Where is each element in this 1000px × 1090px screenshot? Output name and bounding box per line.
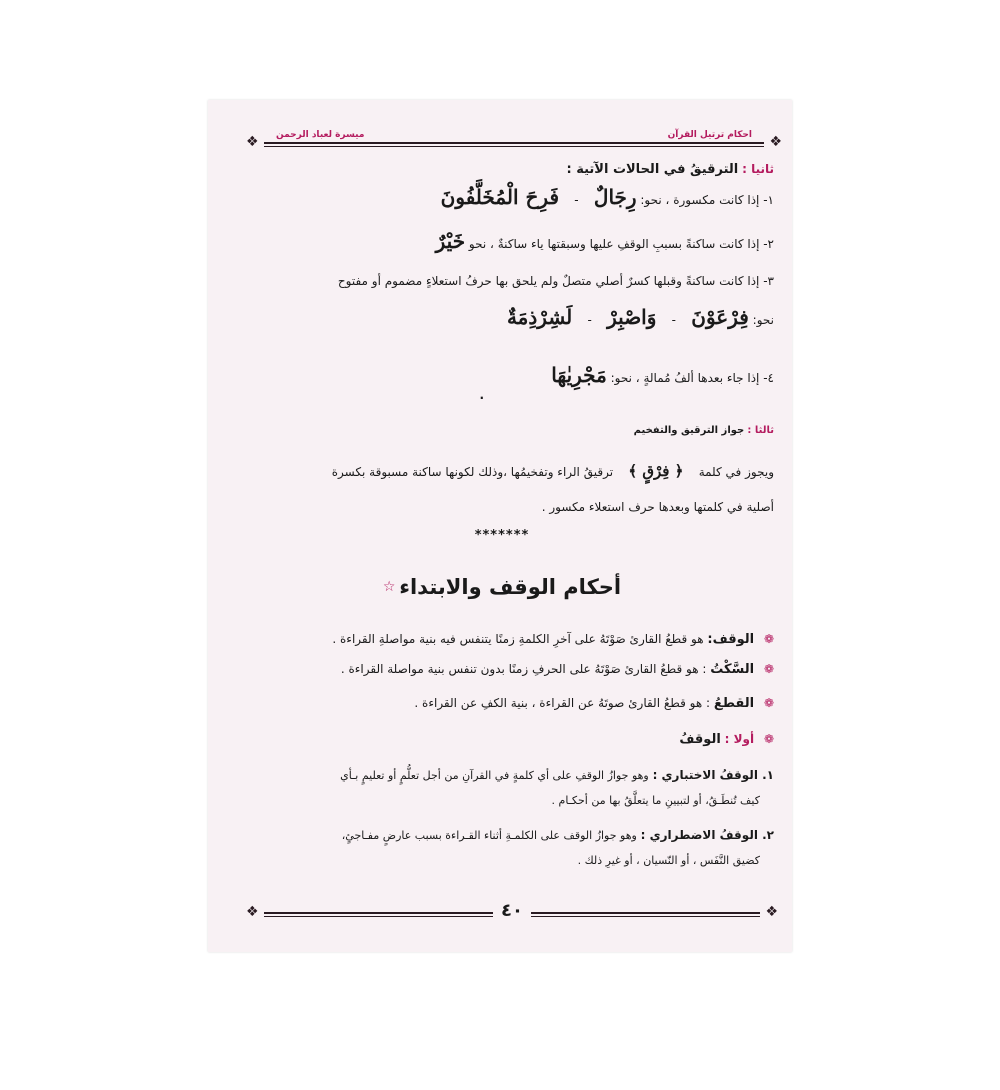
star-icon: ☆ xyxy=(382,579,396,595)
type-term: ١. الوقفُ الاختباري : xyxy=(652,768,774,782)
quran-word: رِجَالٌ xyxy=(593,185,637,209)
paragraph-text: ترقيقُ الراء وتفخيمُها ،وذلك لكونها ساكنة مسبوقة بكسرة xyxy=(331,465,614,479)
definition-item xyxy=(230,658,774,681)
book-page xyxy=(208,100,792,952)
type-item xyxy=(230,824,774,847)
scroll-ornament-icon: ❖ xyxy=(246,134,259,150)
section-label: ثالثا : xyxy=(747,425,774,436)
separator: - xyxy=(671,313,677,327)
section-label: ثانيا : xyxy=(742,162,774,176)
list-item xyxy=(230,186,774,211)
definition-term: الوقف: xyxy=(707,632,755,647)
header-rule xyxy=(264,142,764,144)
section-heading xyxy=(230,158,774,181)
section-title: جواز الترقيق والتفخيم xyxy=(633,425,745,436)
chapter-title: أحكام الوقف والابتداء xyxy=(399,575,622,599)
subsection-label: أولا : xyxy=(724,732,755,746)
flower-bullet-icon: ❁ xyxy=(763,632,774,646)
quran-word: لَشِرْذِمَةٌ xyxy=(506,305,573,329)
flower-bullet-icon: ❁ xyxy=(763,696,774,710)
scroll-ornament-icon: ❖ xyxy=(246,904,259,920)
type-item-cont xyxy=(230,790,760,812)
flower-bullet-icon: ❁ xyxy=(763,662,774,676)
type-term: ٢. الوقفُ الاضطراري : xyxy=(640,828,774,842)
definition-term: القطعُ xyxy=(713,696,755,711)
definition-text: : هو قطعُ القارئ صَوْتَهُ على الحرفِ زمنًا بدون تنفس بنية مواصلة القراءة . xyxy=(340,662,707,676)
quran-word: خَيْرٌ xyxy=(435,229,466,253)
type-text: وهو جوازُ الوقفِ على أي كلمةٍ في القرآنِ من أجل تعلُّمٍ أو تعليمٍ بـأي xyxy=(340,769,649,782)
quran-word: وَاصْبِرْ xyxy=(607,305,657,329)
quran-word: ﴿ فِرْقٍ ﴾ xyxy=(628,462,684,480)
type-item xyxy=(230,764,774,787)
list-item-end xyxy=(230,384,774,406)
item-text: ٤- إذا جاء بعدها ألفُ مُمالةٍ ، نحو: xyxy=(610,371,774,385)
quran-word: مَجْرِيٰهَا xyxy=(551,363,607,387)
separator: - xyxy=(587,313,592,327)
flower-bullet-icon: ❁ xyxy=(763,732,774,746)
section-heading xyxy=(230,420,774,442)
definition-item xyxy=(230,628,774,651)
item-period: . xyxy=(479,388,484,402)
scroll-ornament-icon: ❖ xyxy=(765,904,778,920)
header-subtitle: ميسرة لعباد الرحمن xyxy=(272,130,368,140)
type-text-cont: كضيق النَّفَس ، أو النّسيان ، أو غيرِ ذلك . xyxy=(577,854,760,867)
stars-text: ******* xyxy=(474,528,530,543)
separator: - xyxy=(574,193,579,207)
subsection-heading xyxy=(230,728,774,751)
chapter-heading xyxy=(230,572,774,605)
definition-term: السَّكْتُ xyxy=(710,662,755,677)
list-item xyxy=(230,230,774,255)
list-item-examples xyxy=(230,306,774,331)
item-prefix: نحو: xyxy=(752,313,774,327)
quran-word: فَرِحَ الْمُخَلَّفُونَ xyxy=(440,185,560,209)
type-text-cont: كيف تُنطَـقُ، أو لتبيينِ ما يتعلَّقُ بها من أحكـام . xyxy=(551,794,760,807)
page-footer xyxy=(246,900,778,924)
subsection-title: الوقفُ xyxy=(679,732,721,747)
paragraph-line xyxy=(230,496,774,518)
paragraph-text: أصلية في كلمتها وبعدها حرف استعلاء مكسور . xyxy=(541,500,774,514)
paragraph-line xyxy=(230,460,774,483)
paragraph-text: ويجوز في كلمة xyxy=(698,465,774,479)
item-text: ٢- إذا كانت ساكنةً بسببِ الوقفِ عليها وسبقتها ياء ساكنةٌ ، نحو xyxy=(468,237,774,251)
page-number: ٤٠ xyxy=(493,900,531,921)
stars-divider xyxy=(230,524,774,547)
quran-word: فِرْعَوْنَ xyxy=(691,305,749,329)
item-text: ١- إذا كانت مكسورة ، نحو: xyxy=(640,193,774,207)
section-title: الترقيقُ في الحالات الآتية : xyxy=(566,162,739,177)
definition-item xyxy=(230,692,774,715)
definition-text: هو قطعُ القارئ صَوْتَهُ على آخرِ الكلمةِ زمنًا يتنفس فيه بنية مواصلةِ القراءة . xyxy=(332,632,704,646)
type-text: وهو جوازُ الوقف على الكلمـةِ أثناء القـراءة بسبب عارضٍ مفـاجئٍ، xyxy=(341,829,637,842)
item-text: ٣- إذا كانت ساكنةً وقبلها كسرٌ أصلي متصلٌ ولم يلحق بها حرفُ استعلاءٍ مضموم أو مفتوح xyxy=(337,274,774,288)
header-book-title: احكام ترتيل القرآن xyxy=(664,130,756,140)
page-header xyxy=(246,132,782,150)
header-rule-thin xyxy=(264,146,764,147)
definition-text: : هو قطعُ القارئ صوتَهُ عن القراءة ، بنية الكفِ عن القراءة . xyxy=(414,696,711,710)
type-item-cont xyxy=(230,850,760,872)
list-item xyxy=(230,270,774,292)
scroll-ornament-icon: ❖ xyxy=(769,134,782,150)
